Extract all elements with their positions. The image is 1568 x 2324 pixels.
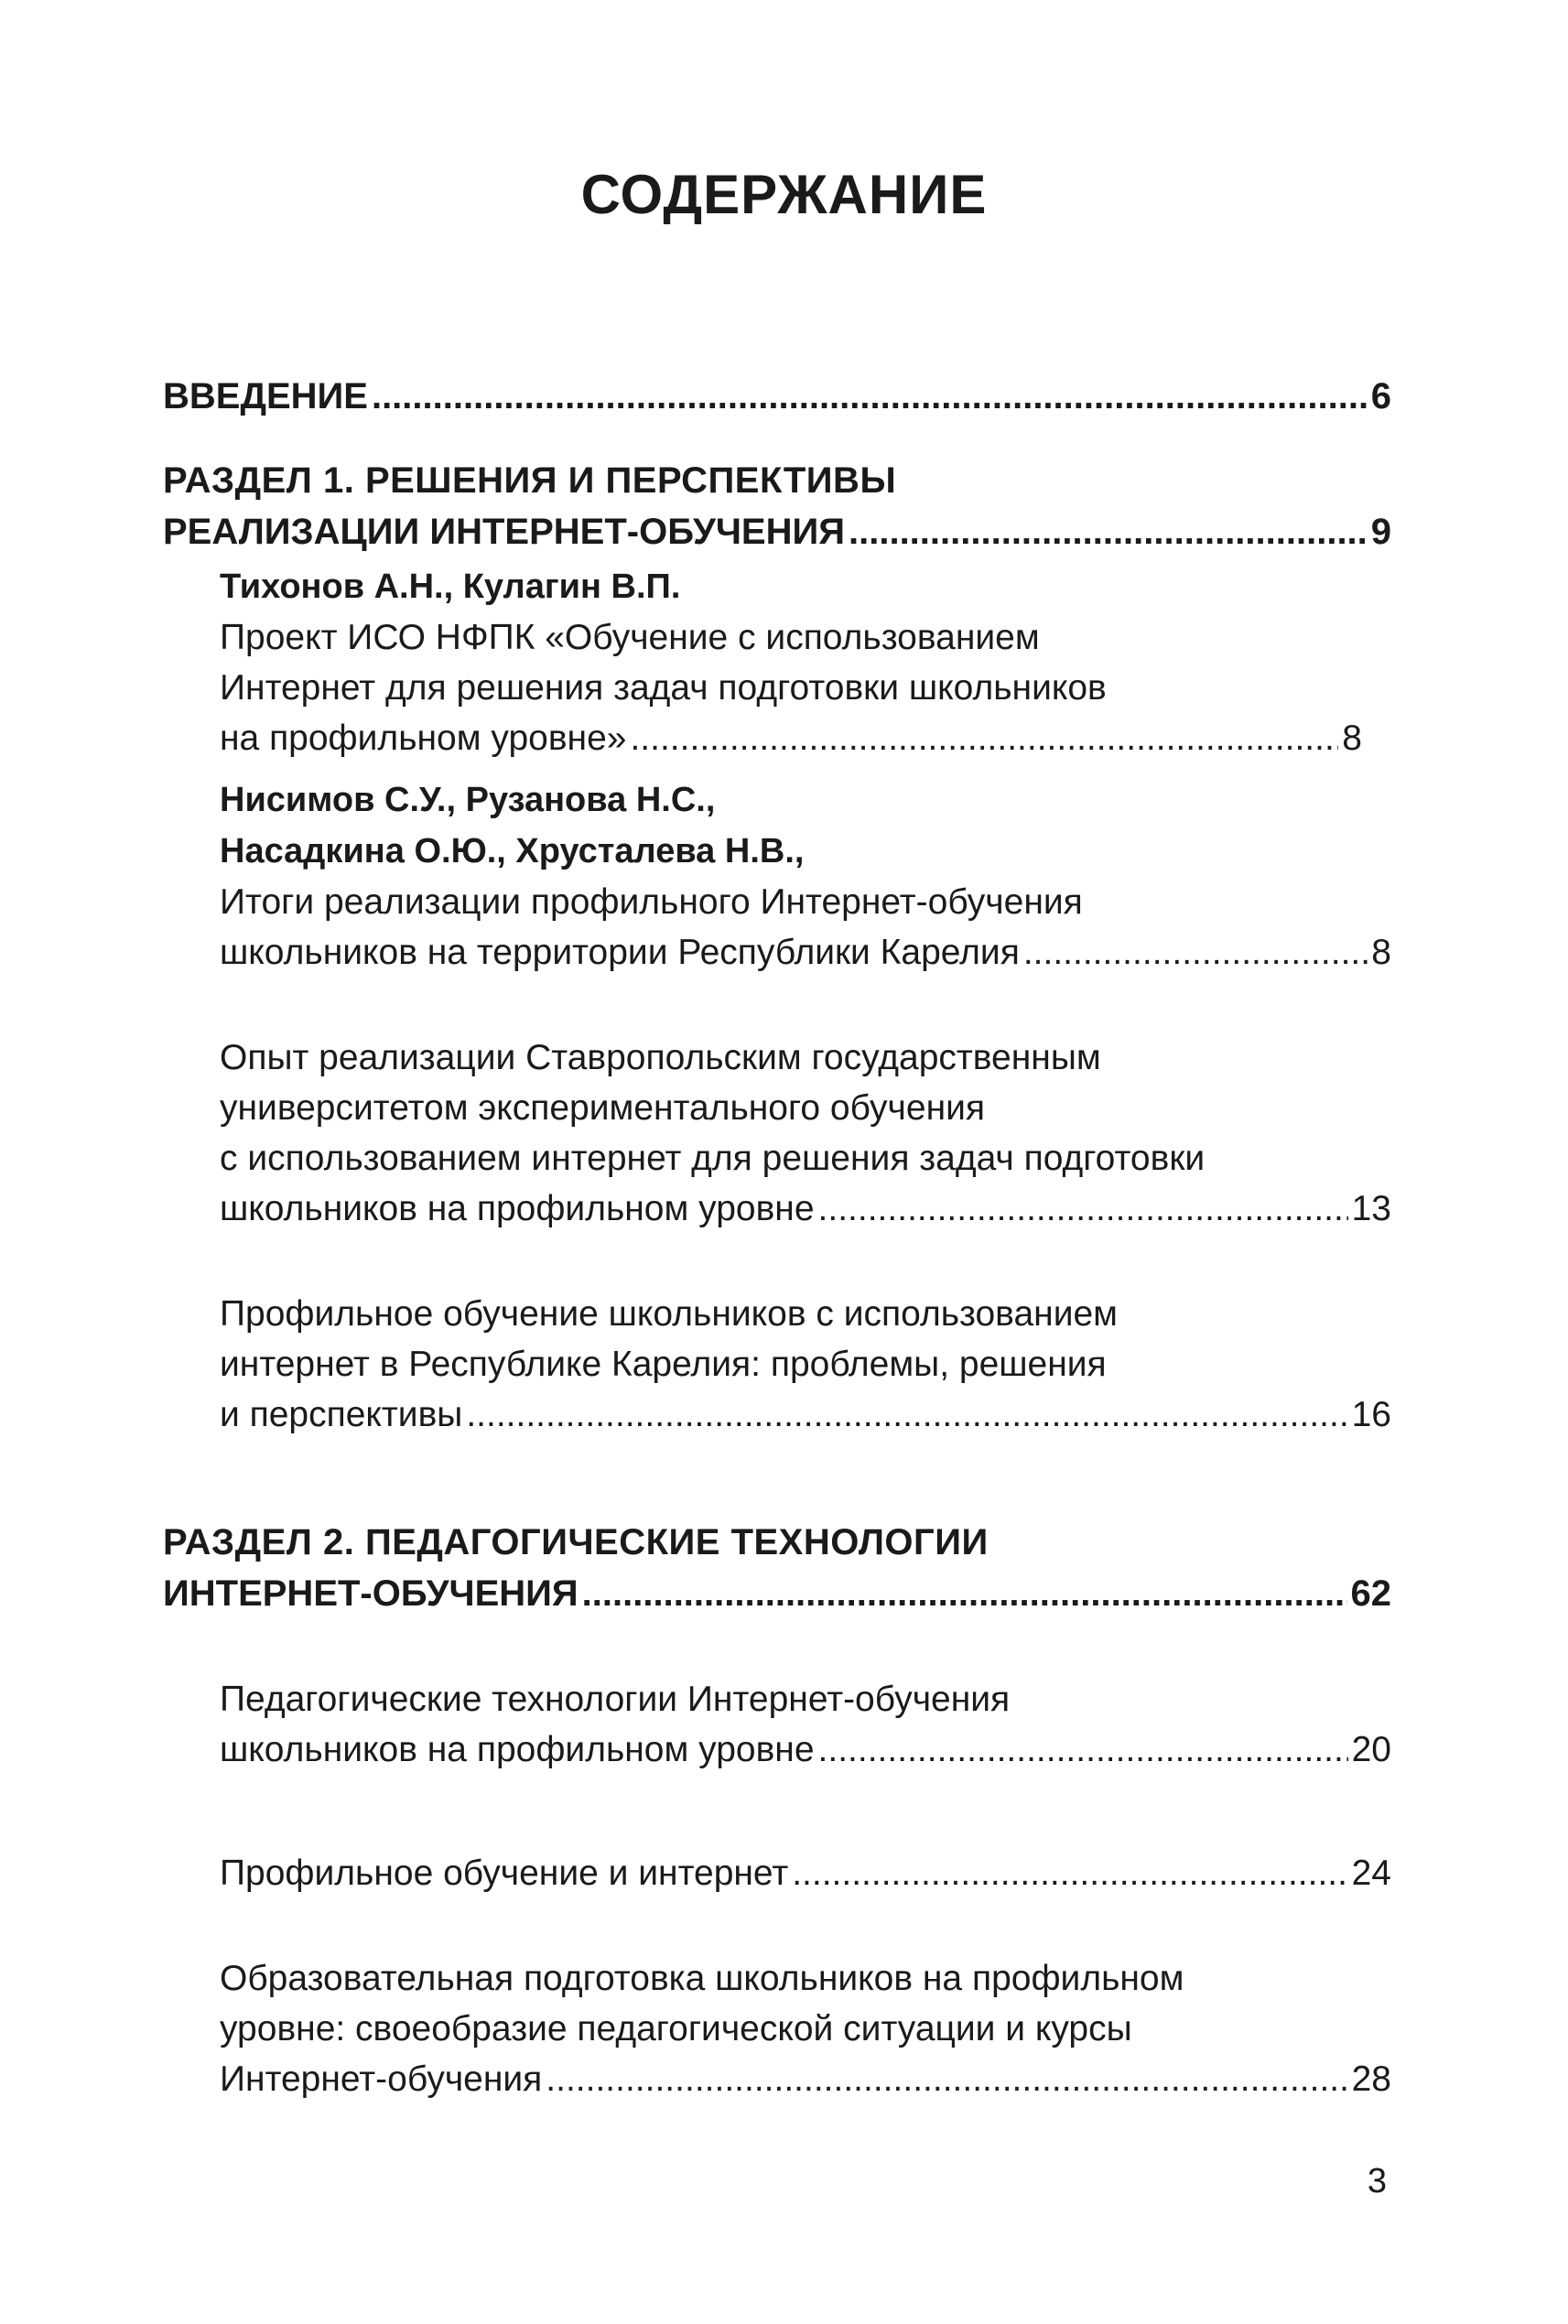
section-1 (163, 455, 1391, 1440)
entry-last-line (220, 1724, 1391, 1775)
entry-authors: Нисимов С.У., Рузанова Н.С., (220, 781, 716, 819)
toc-page-number: 16 (1351, 1395, 1391, 1434)
entry-title-line: интернет в Республике Карелия: проблемы, решения (220, 1345, 1107, 1384)
toc-entry[interactable] (220, 1674, 1391, 1775)
toc-page-number: 62 (1350, 1573, 1391, 1614)
entry-title-line: и перспективы (220, 1395, 463, 1434)
toc-page-number: 24 (1351, 1854, 1391, 1893)
toc-entry-intro[interactable] (163, 371, 1391, 422)
toc-entry[interactable] (220, 1953, 1391, 2104)
toc-page-number: 28 (1351, 2059, 1391, 2099)
entry-last-line (220, 1184, 1391, 1234)
entry-title-line: с использованием интернет для решения задач подготовки (220, 1139, 1206, 1178)
toc-page-number: 8 (1371, 933, 1391, 972)
entry-last-line (220, 1389, 1391, 1440)
toc-entry[interactable] (220, 1289, 1391, 1440)
toc-entry[interactable] (220, 561, 1391, 763)
toc-page-number: 6 (1370, 376, 1391, 416)
toc-entry[interactable] (220, 774, 1391, 978)
toc-entry[interactable] (220, 1032, 1391, 1234)
section-heading: РАЗДЕЛ 1. РЕШЕНИЯ И ПЕРСПЕКТИВЫ (163, 460, 897, 501)
toc-page-number: 8 (1342, 719, 1362, 758)
entry-title-line: университетом экспериментального обучения (220, 1088, 986, 1128)
entry-title-line: на профильном уровне» (220, 719, 627, 758)
dot-leader (1023, 927, 1368, 978)
page-number: 3 (1367, 2162, 1387, 2200)
entry-title-line: Проект ИСО НФПК «Обучение с использованием (220, 618, 1040, 657)
dot-leader (818, 1184, 1348, 1234)
section-heading-line[interactable] (163, 506, 1391, 557)
toc-entry-label: ВВЕДЕНИЕ (163, 376, 368, 416)
entry-title-line: школьников на профильном уровне (220, 1189, 815, 1228)
entry-title-line: Образовательная подготовка школьников на профильном (220, 1959, 1184, 1998)
dot-leader (372, 371, 1368, 422)
section-2 (163, 1517, 1391, 2104)
entry-title-line: Педагогические технологии Интернет-обучения (220, 1680, 1011, 1719)
toc-page-number: 9 (1370, 512, 1391, 552)
entry-authors: Тихонов А.Н., Кулагин В.П. (220, 567, 681, 606)
table-of-contents (163, 371, 1391, 2104)
dot-leader (582, 1568, 1347, 1619)
section-heading-label: РЕАЛИЗАЦИИ ИНТЕРНЕТ-ОБУЧЕНИЯ (163, 512, 845, 552)
entry-last-line (220, 927, 1391, 978)
entry-title-line: Профильное обучение и интернет (220, 1854, 789, 1893)
section-heading-label: ИНТЕРНЕТ-ОБУЧЕНИЯ (163, 1573, 579, 1614)
entry-title-line: Опыт реализации Ставропольским государственным (220, 1038, 1101, 1077)
entry-last-line (220, 2054, 1391, 2104)
page-title: СОДЕРЖАНИЕ (580, 164, 988, 225)
toc-page-number: 13 (1351, 1189, 1391, 1228)
entry-last-line (220, 1848, 1391, 1898)
toc-page-number: 20 (1351, 1730, 1391, 1769)
entry-title-line: школьников на профильном уровне (220, 1730, 815, 1769)
dot-leader (849, 506, 1368, 557)
dot-leader (630, 713, 1338, 763)
entry-title-line: Профильное обучение школьников с использованием (220, 1294, 1118, 1334)
section-heading-line[interactable] (163, 1568, 1391, 1619)
section-heading: РАЗДЕЛ 2. ПЕДАГОГИЧЕСКИЕ ТЕХНОЛОГИИ (163, 1522, 989, 1562)
entry-authors: Насадкина О.Ю., Хрусталева Н.В., (220, 832, 805, 870)
entry-title-line: Итоги реализации профильного Интернет-обучения (220, 882, 1083, 922)
dot-leader (466, 1389, 1347, 1440)
entry-title-line: уровне: своеобразие педагогической ситуации и курсы (220, 2009, 1132, 2048)
entry-last-line (220, 713, 1362, 763)
entry-title-line: Интернет-обучения (220, 2059, 543, 2099)
entry-title-line: школьников на территории Республики Карелия (220, 933, 1020, 972)
dot-leader (546, 2054, 1347, 2104)
dot-leader (818, 1724, 1348, 1775)
dot-leader (792, 1848, 1347, 1898)
toc-entry[interactable] (220, 1848, 1391, 1898)
entry-title-line: Интернет для решения задач подготовки школьников (220, 668, 1107, 708)
